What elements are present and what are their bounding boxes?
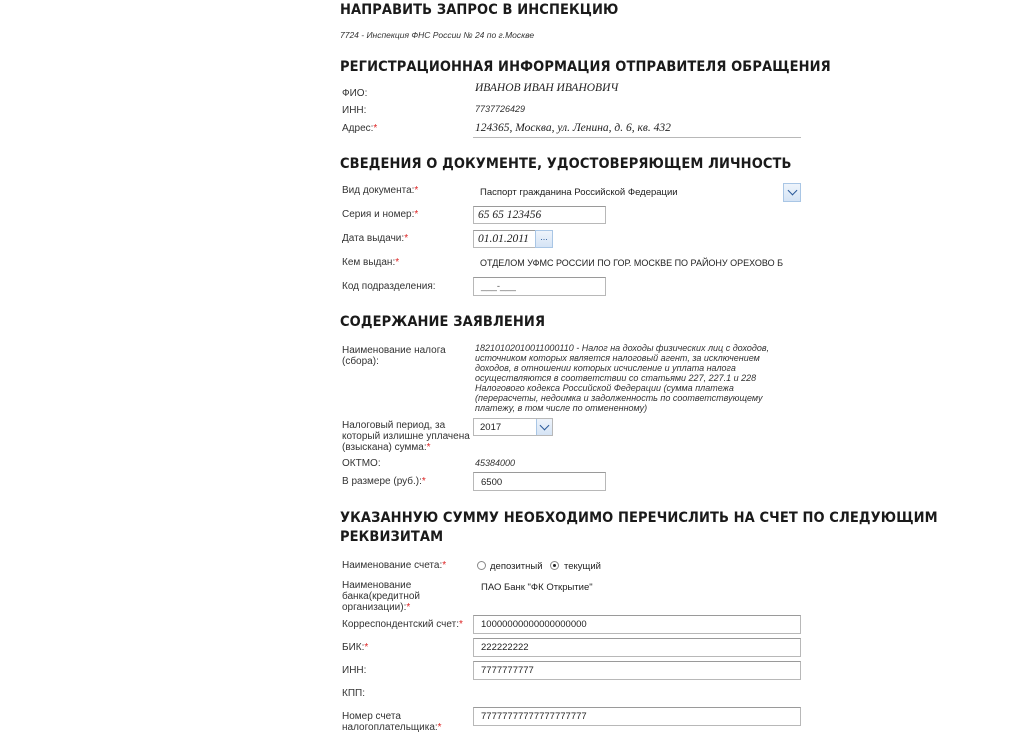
doctype-select[interactable]: Паспорт гражданина Российской Федерации	[473, 183, 801, 202]
statement-section-heading: СОДЕРЖАНИЕ ЗАЯВЛЕНИЯ	[340, 314, 546, 330]
calendar-button[interactable]: ...	[535, 230, 553, 248]
bank-inn-input[interactable]: 7777777777	[473, 661, 801, 680]
chevron-down-icon[interactable]	[536, 419, 552, 435]
amount-label: В размере (руб.):*	[342, 476, 426, 487]
address-label: Адрес:*	[342, 123, 378, 134]
amount-input[interactable]: 6500	[473, 472, 606, 491]
bik-label: БИК:*	[342, 642, 369, 653]
deposit-radio[interactable]	[477, 561, 486, 570]
page-title: НАПРАВИТЬ ЗАПРОС В ИНСПЕКЦИЮ	[340, 2, 619, 18]
bank-name-label: Наименование банка(кредитной организации):*	[342, 580, 421, 613]
bank-section-heading: УКАЗАННУЮ СУММУ НЕОБХОДИМО ПЕРЕЧИСЛИТЬ НА СЧЕТ ПО СЛЕДУЮЩИМ РЕКВИЗИТАМ	[340, 510, 938, 545]
doctype-label: Вид документа:*	[342, 185, 419, 196]
corr-account-input[interactable]: 10000000000000000000	[473, 615, 801, 634]
series-label: Серия и номер:*	[342, 209, 419, 220]
tax-name-label: Наименование налога (сбора):	[342, 345, 446, 367]
corr-account-label: Корреспондентский счет:*	[342, 619, 463, 630]
sender-section-heading: РЕГИСТРАЦИОННАЯ ИНФОРМАЦИЯ ОТПРАВИТЕЛЯ ОБРАЩЕНИЯ	[340, 59, 831, 75]
payer-account-input[interactable]: 77777777777777777777	[473, 707, 801, 726]
inspection-name: 7724 - Инспекция ФНС России № 24 по г.Москве	[340, 30, 535, 40]
bank-name-value: ПАО Банк "ФК Открытие"	[481, 582, 593, 593]
inn-label: ИНН:	[342, 105, 367, 116]
issue-date-label: Дата выдачи:*	[342, 233, 409, 244]
series-number-input[interactable]: 65 65 123456	[473, 206, 606, 224]
current-radio-label: текущий	[564, 561, 601, 572]
fio-label: ФИО:	[342, 88, 368, 99]
oktmo-value: 45384000	[475, 458, 516, 468]
tax-period-label: Налоговый период, за который излишне уплачена (взыскана) сумма:*	[342, 420, 470, 453]
payer-account-label: Номер счета налогоплательщика:*	[342, 711, 442, 733]
oktmo-label: ОКТМО:	[342, 458, 381, 469]
kpp-label: КПП:	[342, 688, 365, 699]
issue-date-input[interactable]: 01.01.2011	[473, 230, 536, 248]
current-radio[interactable]	[550, 561, 559, 570]
bank-inn-label: ИНН:	[342, 665, 367, 676]
tax-name-value: 18210102010011000110 - Налог на доходы физических лиц с доходов, источником которых является налоговый агент, за исключением доходов, в отношении которых исчисление и уплата налога осуществляются в соответствии со статьями 227, 227.1 и 228 Налогового кодекса Российской Федерации (сумма платежа (перерасчеты, недоимка и задолженность по соответствующему платежу, в том числе по отмененному)	[475, 343, 770, 413]
inn-value: 7737726429	[475, 104, 526, 114]
issuer-field[interactable]: ОТДЕЛОМ УФМС РОССИИ ПО ГОР. МОСКВЕ ПО РАЙОНУ ОРЕХОВО Б	[480, 258, 783, 268]
fio-value: ИВАНОВ ИВАН ИВАНОВИЧ	[475, 82, 619, 94]
identity-section-heading: СВЕДЕНИЯ О ДОКУМЕНТЕ, УДОСТОВЕРЯЮЩЕМ ЛИЧНОСТЬ	[340, 156, 792, 172]
department-code-input[interactable]: ___-___	[473, 277, 606, 296]
bik-input[interactable]: 222222222	[473, 638, 801, 657]
tax-period-select[interactable]: 2017	[473, 418, 553, 436]
issuer-label: Кем выдан:*	[342, 257, 400, 268]
department-code-label: Код подразделения:	[342, 281, 436, 292]
deposit-radio-label: депозитный	[490, 561, 543, 572]
address-field[interactable]: 124365, Москва, ул. Ленина, д. 6, кв. 432	[473, 120, 801, 138]
account-type-label: Наименование счета:*	[342, 560, 447, 571]
chevron-down-icon[interactable]	[783, 183, 801, 202]
